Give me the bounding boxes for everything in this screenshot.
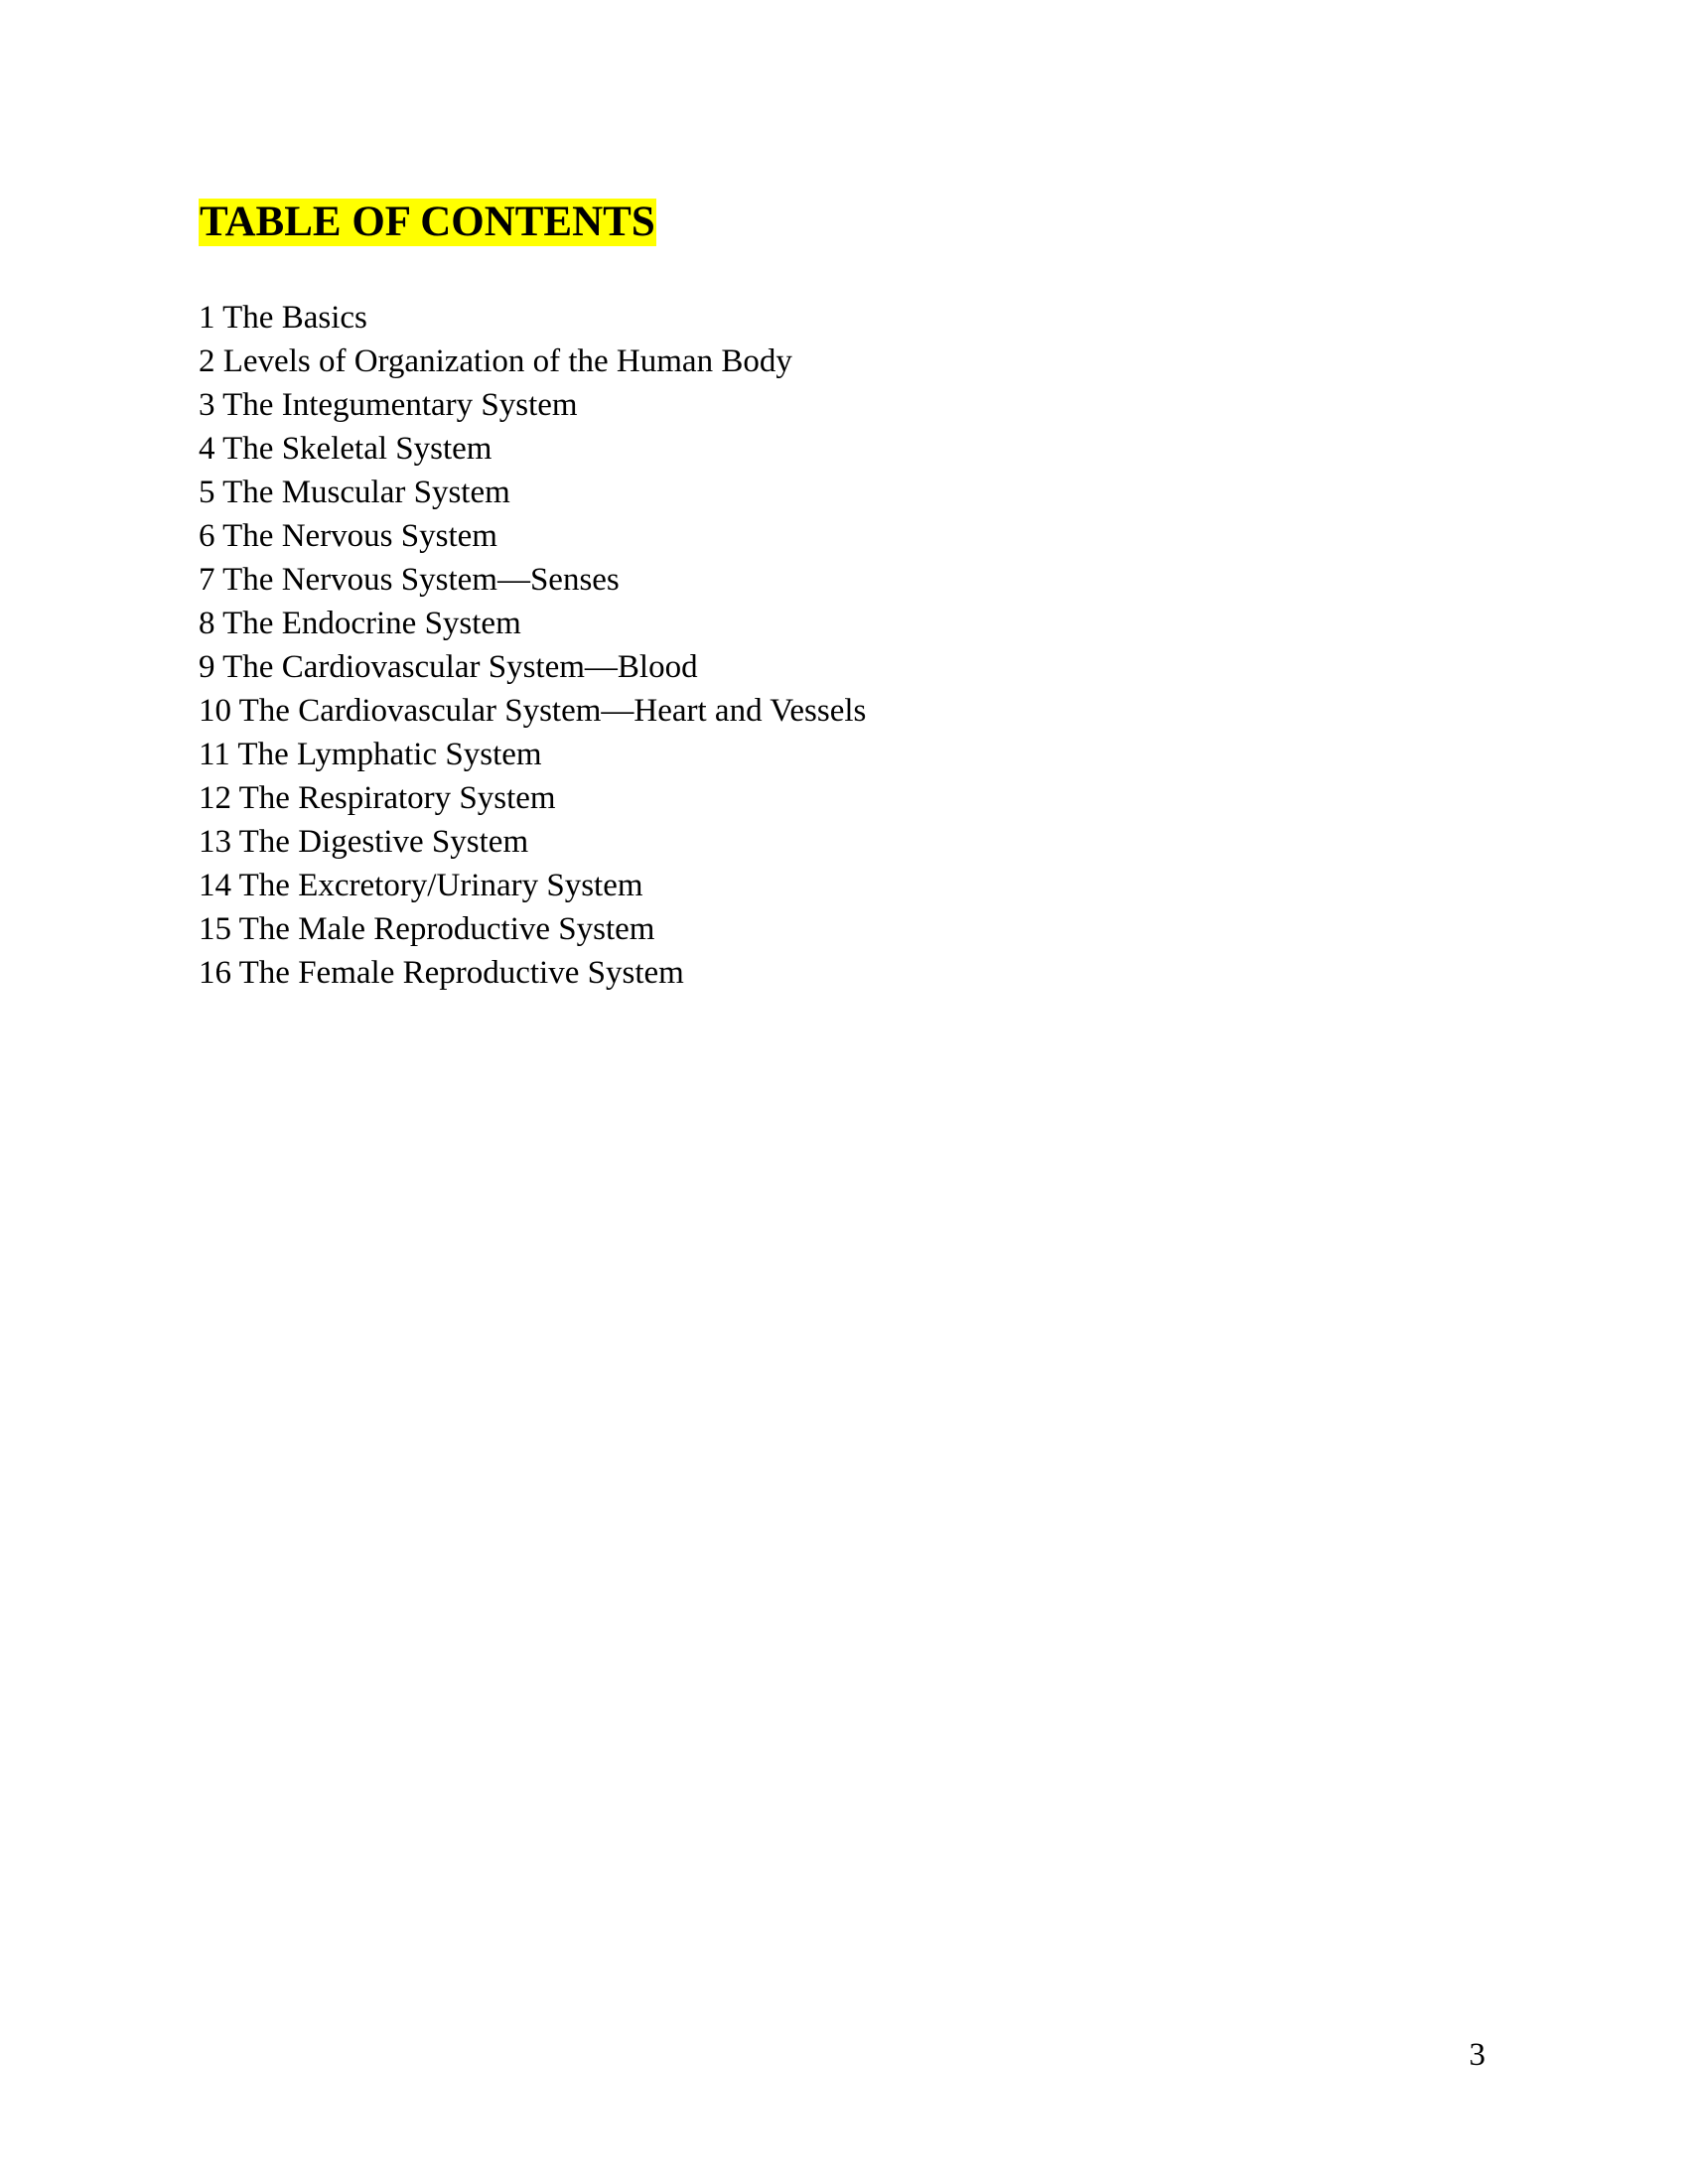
toc-entry-8: 8 The Endocrine System: [199, 606, 521, 641]
toc-entry-1: 1 The Basics: [199, 300, 367, 336]
toc-entry-12: 12 The Respiratory System: [199, 780, 556, 816]
toc-entry-13: 13 The Digestive System: [199, 824, 529, 860]
page-number: 3: [1469, 2037, 1485, 2073]
toc-entry-3: 3 The Integumentary System: [199, 387, 578, 423]
toc-entry-9: 9 The Cardiovascular System—Blood: [199, 649, 698, 685]
toc-entry-10: 10 The Cardiovascular System—Heart and Vessels: [199, 693, 867, 729]
toc-list: [199, 296, 866, 995]
toc-entry-15: 15 The Male Reproductive System: [199, 911, 655, 947]
toc-entry-5: 5 The Muscular System: [199, 475, 510, 510]
toc-entry-2: 2 Levels of Organization of the Human Body: [199, 343, 792, 379]
toc-title: TABLE OF CONTENTS: [200, 199, 655, 245]
toc-entry-16: 16 The Female Reproductive System: [199, 955, 684, 991]
toc-entry-7: 7 The Nervous System—Senses: [199, 562, 620, 598]
toc-entry-4: 4 The Skeletal System: [199, 431, 492, 467]
toc-entry-14: 14 The Excretory/Urinary System: [199, 868, 643, 903]
toc-entry-6: 6 The Nervous System: [199, 518, 497, 554]
toc-entry-11: 11 The Lymphatic System: [199, 737, 542, 772]
